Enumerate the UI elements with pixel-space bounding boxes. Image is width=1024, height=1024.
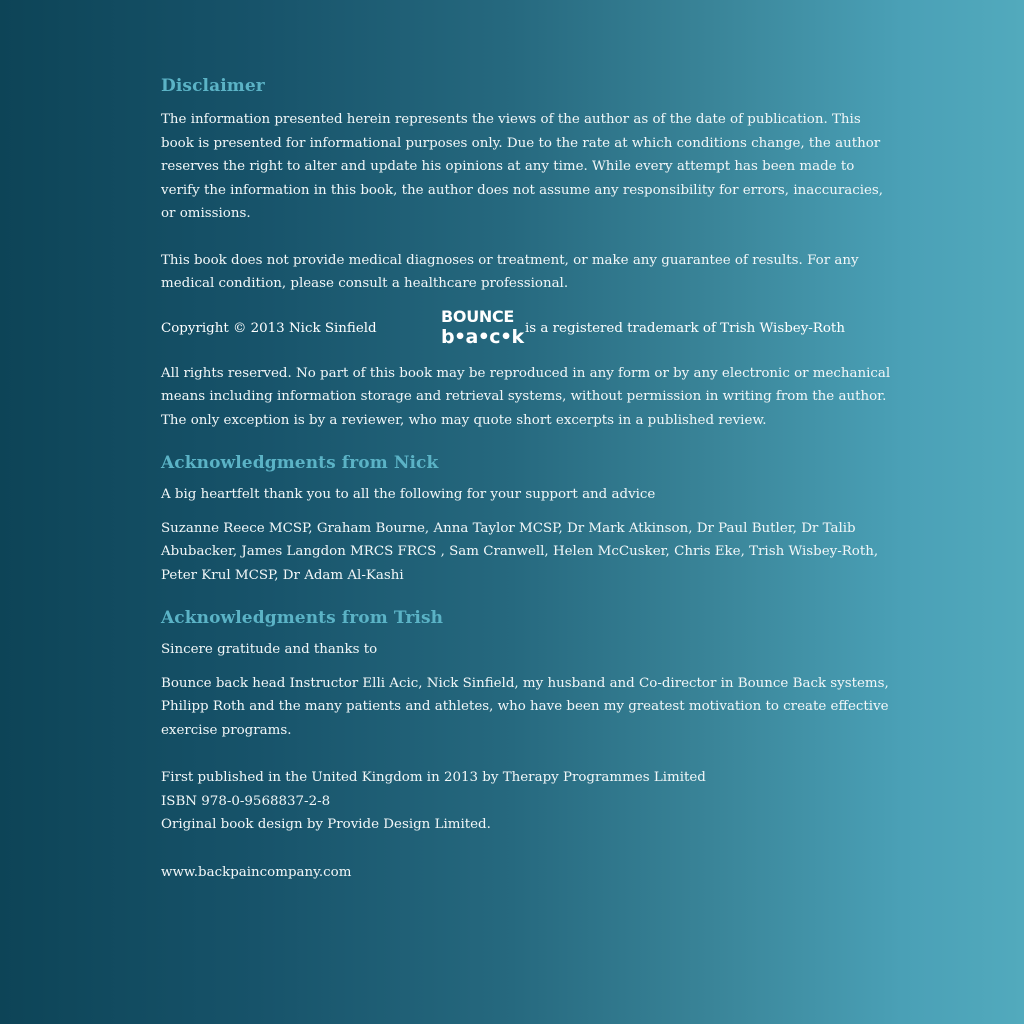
ack-nick-intro: A big heartfelt thank you to all the following for your support and advice	[161, 487, 656, 502]
ack-trish-names: Bounce back head Instructor Elli Acic, Nick Sinfield, my husband and Co-director in Bounce Back systems, Philipp Roth and the many patients and athletes, who have been my greatest motivation to create effective exercise programs.	[161, 675, 889, 738]
ack-nick-heading: Acknowledgments from Nick	[161, 453, 439, 473]
logo-wordmark-top: BOUNCE	[441, 306, 515, 326]
imprint-page	[161, 72, 891, 884]
publication-info	[161, 766, 891, 837]
website-url[interactable]: www.backpaincompany.com	[161, 864, 352, 880]
bounce-back-logo	[441, 306, 524, 350]
copyright-row	[161, 308, 891, 350]
publication-line-1: First published in the United Kingdom in 2013 by Therapy Programmes Limited	[161, 770, 706, 785]
disclaimer-paragraph-1: The information presented herein represents the views of the author as of the date of publication. This book is presented for informational purposes only. Due to the rate at which conditions change, the author reserves the right to alter and update his opinions at any time. While every attempt has been made to verify the information in this book, the author does not assume any responsibility for errors, inaccuracies, or omissions.	[161, 112, 884, 221]
ack-trish-heading: Acknowledgments from Trish	[161, 608, 444, 628]
disclaimer-heading: Disclaimer	[161, 76, 265, 96]
design-credit: Original book design by Provide Design Limited.	[161, 817, 491, 832]
ack-nick-names: Suzanne Reece MCSP, Graham Bourne, Anna Taylor MCSP, Dr Mark Atkinson, Dr Paul Butler, Dr Talib Abubacker, James Langdon MRCS FRCS , Sam Cranwell, Helen McCusker, Chris Eke, Trish Wisbey-Roth, Peter Krul MCSP, Dr Adam Al-Kashi	[161, 520, 879, 583]
copyright-text: Copyright © 2013 Nick Sinfield	[161, 320, 377, 336]
logo-wordmark-bottom: b•a•c•k	[441, 325, 524, 348]
ack-trish-intro: Sincere gratitude and thanks to	[161, 642, 378, 657]
trademark-text: is a registered trademark of Trish Wisbey-Roth	[525, 320, 845, 336]
rights-paragraph: All rights reserved. No part of this book may be reproduced in any form or by any electronic or mechanical means including information storage and retrieval systems, without permission in writing from the author. The only exception is by a reviewer, who may quote short excerpts in a published review.	[161, 365, 891, 428]
isbn: ISBN 978-0-9568837-2-8	[161, 793, 331, 809]
disclaimer-paragraph-2: This book does not provide medical diagnoses or treatment, or make any guarantee of results. For any medical condition, please consult a healthcare professional.	[161, 252, 859, 291]
